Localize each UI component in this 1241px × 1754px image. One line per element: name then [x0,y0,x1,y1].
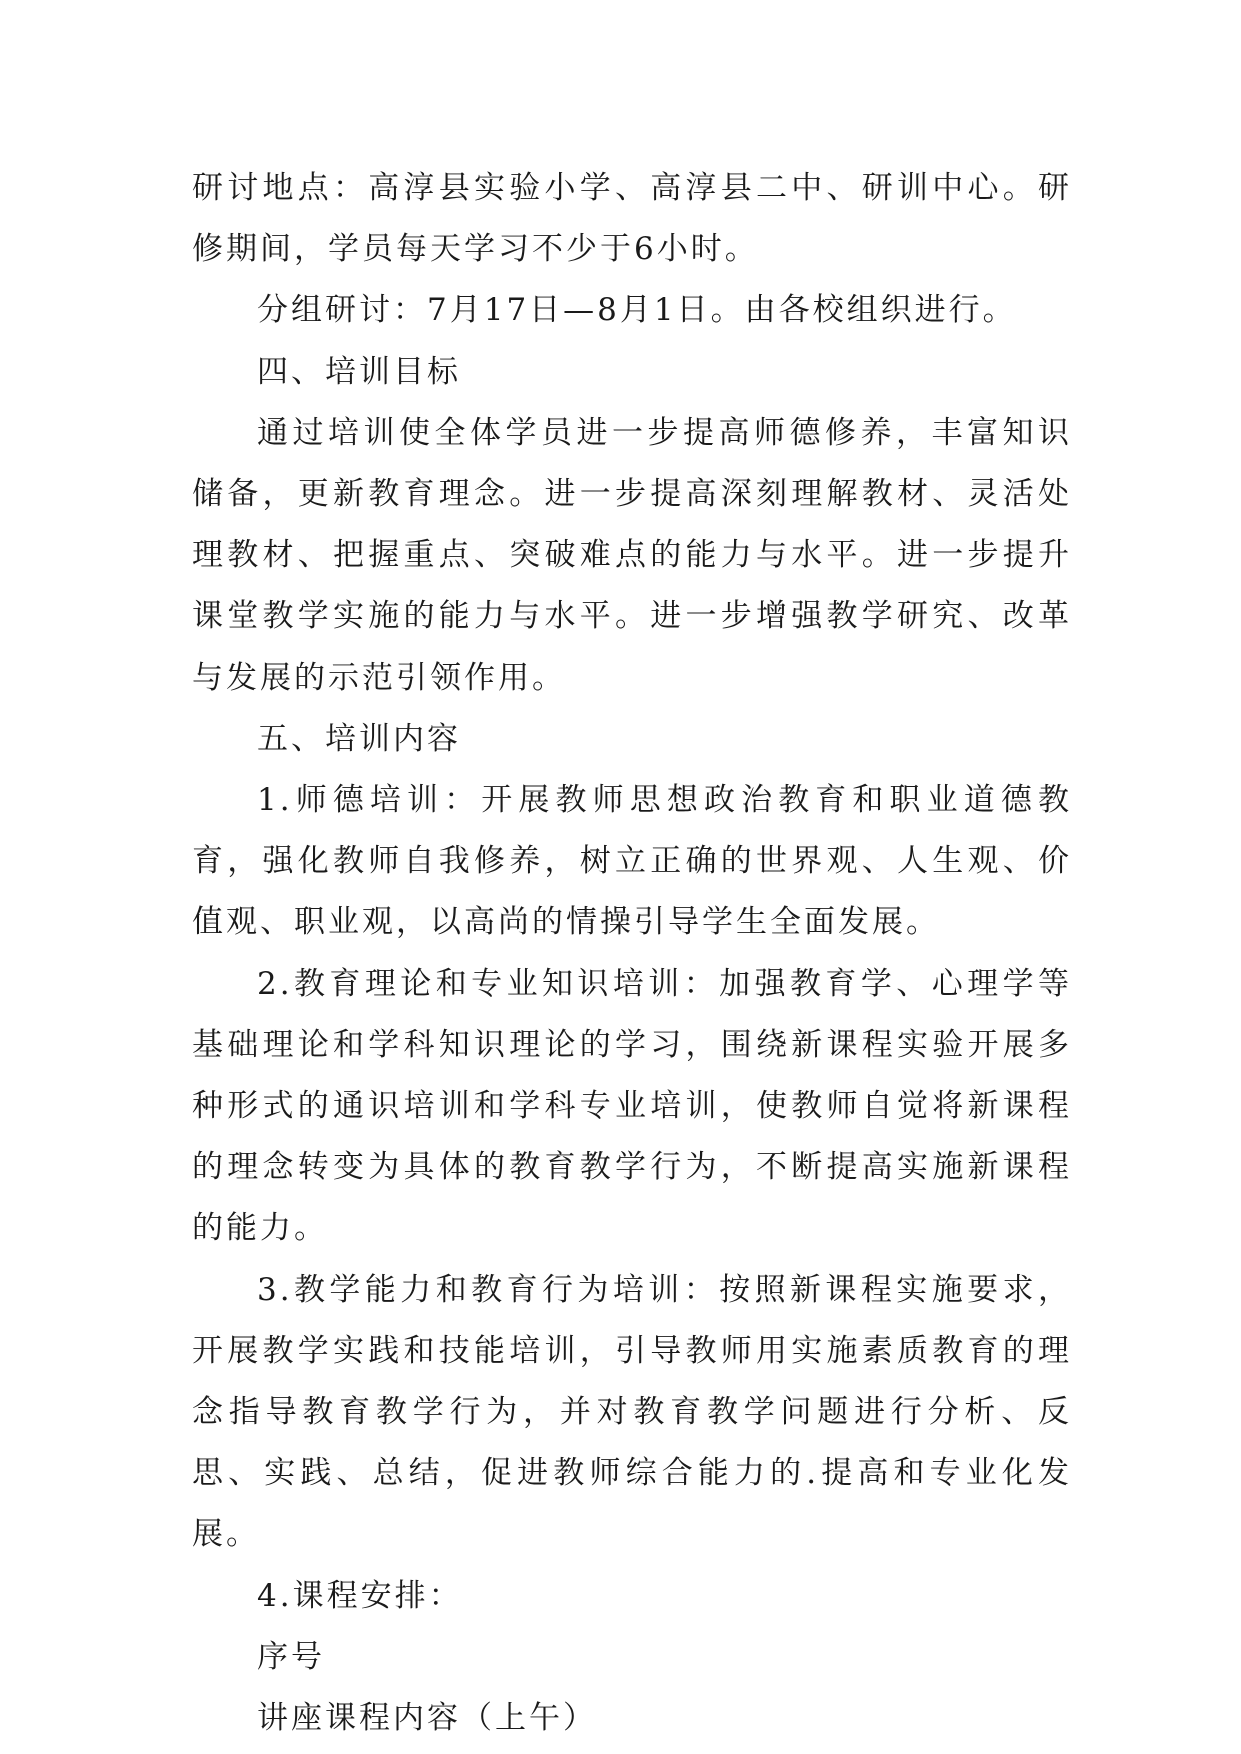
paragraph-teaching-ability-training: 3.教学能力和教育行为培训：按照新课程实施要求，开展教学实践和技能培训，引导教师用实施素质教育的理念指导教育教学行为，并对教育教学问题进行分析、反思、实践、总结，促进教师综合能力的.提高和专业化发展。 [192,1271,1072,1553]
paragraph-training-goals: 通过培训使全体学员进一步提高师德修养，丰富知识储备，更新教育理念。进一步提高深刻理解教材、灵活处理教材、把握重点、突破难点的能力与水平。进一步提升课堂教学实施的能力与水平。进一步增强教学研究、改革与发展的示范引领作用。 [192,414,1072,696]
paragraph-theory-training: 2.教育理论和专业知识培训：加强教育学、心理学等基础理论和学科知识理论的学习，围绕新课程实验开展多种形式的通识培训和学科专业培训，使教师自觉将新课程的理念转变为具体的教育教学行为，不断提高实施新课程的能力。 [192,965,1072,1247]
paragraph-course-schedule: 4.课程安排： [257,1577,463,1614]
document-body [192,158,1072,1749]
table-header-lecture-content: 讲座课程内容（上午） [257,1700,597,1737]
paragraph-ethics-training: 1.师德培训：开展教师思想政治教育和职业道德教育，强化教师自我修养，树立正确的世界观、人生观、价值观、职业观，以高尚的情操引导学生全面发展。 [192,782,1072,941]
paragraph-group-discussion: 分组研讨：7月17日—8月1日。由各校组织进行。 [257,292,1017,329]
section-heading-training-goals: 四、培训目标 [257,353,461,390]
section-heading-training-content: 五、培训内容 [257,720,461,757]
paragraph-venue: 研讨地点：高淳县实验小学、高淳县二中、研训中心。研修期间，学员每天学习不少于6小时。 [192,170,1072,268]
table-header-serial-number: 序号 [257,1638,325,1675]
